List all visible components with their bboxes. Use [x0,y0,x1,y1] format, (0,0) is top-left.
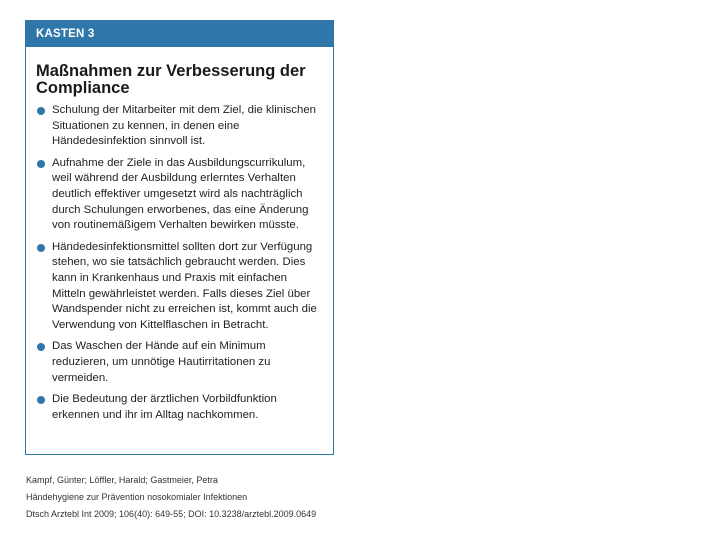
citation-caption [26,472,316,523]
list-item-text: Aufnahme der Ziele in das Ausbildungscurrikulum, weil während der Ausbildung erlerntes Verhalten deutlich effektiver umgesetzt wird als nachträglich durch Schulungen erworbenes, das eine Änderung von routinemäßigem Verhalten bewirken müsste. [52,156,309,232]
list-item [36,240,323,334]
list-item [36,392,323,423]
list-item [36,156,323,234]
caption-title: Händehygiene zur Prävention nosokomialer Infektionen [26,492,248,502]
box-header: KASTEN 3 [26,21,333,47]
list-item-text: Schulung der Mitarbeiter mit dem Ziel, die klinischen Situationen zu kennen, in denen eine Händedesinfektion sinnvoll ist. [52,104,316,148]
bullet-icon [37,343,45,351]
caption-authors: Kampf, Günter; Löffler, Harald; Gastmeier, Petra [26,475,218,485]
list-item-text: Das Waschen der Hände auf ein Minimum reduzieren, um unnötige Hautirritationen zu vermeiden. [52,340,271,384]
list-item [36,103,323,150]
bullet-icon [37,160,45,168]
caption-citation: Dtsch Arztebl Int 2009; 106(40): 649-55; DOI: 10.3238/arztebl.2009.0649 [26,509,317,519]
measures-list [26,103,333,423]
list-item-text: Händedesinfektionsmittel sollten dort zur Verfügung stehen, wo sie tatsächlich gebraucht werden. Dies kann in Krankenhaus und Praxis mit einfachen Mitteln gewährleistet werden. Falls dieses Ziel über Wandspender nicht zu erreichen ist, kommt auch die Verwendung von Kittelflaschen in Betracht. [52,240,317,331]
list-item-text: Die Bedeutung der ärztlichen Vorbildfunktion erkennen und ihr im Alltag nachkommen. [52,393,277,421]
info-box [25,20,334,455]
box-title: Maßnahmen zur Verbesserung der Compliance [36,62,306,97]
bullet-icon [37,107,45,115]
bullet-icon [37,244,45,252]
list-item [36,339,323,386]
bullet-icon [37,396,45,404]
